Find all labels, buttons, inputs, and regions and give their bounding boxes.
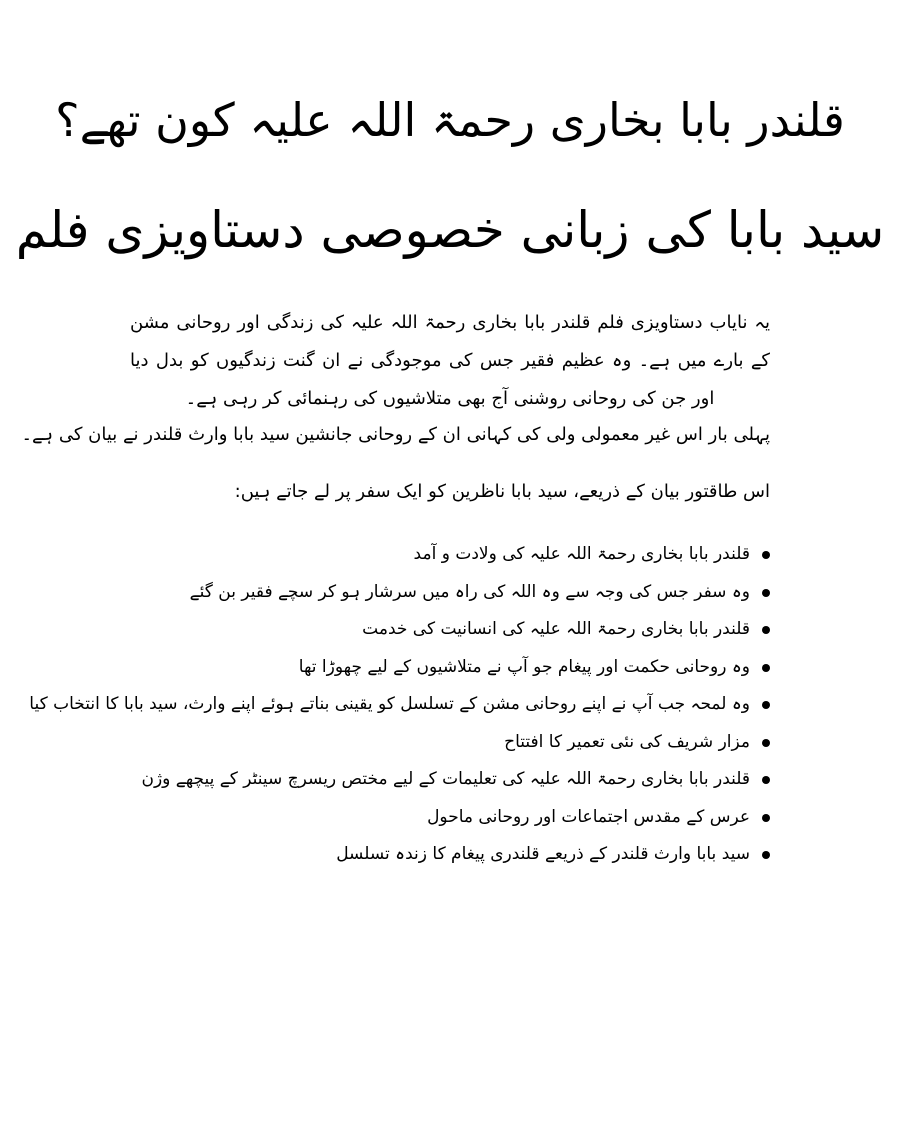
bullet-icon <box>762 776 770 784</box>
topics-list <box>29 536 770 874</box>
list-item-text: وہ سفر جس کی وجہ سے وہ اللہ کی راہ میں سرشار ہو کر سچے فقیر بن گئے <box>189 581 750 602</box>
list-item <box>90 574 770 612</box>
bullet-icon <box>762 851 770 859</box>
list-item-text: مزار شریف کی نئی تعمیر کا افتتاح <box>504 731 750 752</box>
list-item <box>90 724 770 762</box>
list-item-text: وہ روحانی حکمت اور پیغام جو آپ نے متلاشیوں کے لیے چھوڑا تھا <box>298 656 750 677</box>
bullet-icon <box>762 739 770 747</box>
list-item <box>90 836 770 874</box>
main-title: قلندر بابا بخاری رحمۃ اللہ علیہ کون تھے؟ <box>55 93 845 147</box>
bullet-icon <box>762 626 770 634</box>
list-item-text: عرس کے مقدس اجتماعات اور روحانی ماحول <box>427 806 750 827</box>
list-item <box>90 649 770 687</box>
list-item-text: قلندر بابا بخاری رحمۃ اللہ علیہ کی تعلیمات کے لیے مختص ریسرچ سینٹر کے پیچھے وژن <box>141 769 750 789</box>
journey-paragraph: اس طاقتور بیان کے ذریعے، سید بابا ناظرین کو ایک سفر پر لے جاتے ہیں: <box>234 481 770 502</box>
list-item <box>90 761 770 799</box>
list-item-text: قلندر بابا بخاری رحمۃ اللہ علیہ کی ولادت و آمد <box>413 544 750 564</box>
bullet-icon <box>762 701 770 709</box>
list-item <box>90 611 770 649</box>
bullet-icon <box>762 814 770 822</box>
list-item <box>29 686 770 724</box>
list-item <box>90 536 770 574</box>
bullet-icon <box>762 589 770 597</box>
intro-paragraph: یہ نایاب دستاویزی فلم قلندر بابا بخاری رحمۃ اللہ علیہ کی زندگی اور روحانی مشن کے بارے میں ہے۔ وہ عظیم فقیر جس کی موجودگی نے ان گنت زندگیوں کو بدل دیا اور جن کی روحانی روشنی آج بھی متلاشیوں کی رہنمائی کر رہی ہے۔ <box>130 312 770 409</box>
list-item <box>90 799 770 837</box>
bullet-icon <box>762 664 770 672</box>
list-item-text: قلندر بابا بخاری رحمۃ اللہ علیہ کی انسانیت کی خدمت <box>362 619 750 639</box>
list-item-text: وہ لمحہ جب آپ نے اپنے روحانی مشن کے تسلسل کو یقینی بناتے ہوئے اپنے وارث، سید بابا کا انتخاب کیا <box>29 694 750 714</box>
list-item-text: سید بابا وارث قلندر کے ذریعے قلندری پیغام کا زندہ تسلسل <box>336 844 750 864</box>
subtitle: سید بابا کی زبانی خصوصی دستاویزی فلم <box>15 201 885 259</box>
bullet-icon <box>762 551 770 559</box>
narration-paragraph: پہلی بار اس غیر معمولی ولی کی کہانی ان کے روحانی جانشین سید بابا وارث قلندر نے بیان کی ہے۔ <box>21 424 770 445</box>
